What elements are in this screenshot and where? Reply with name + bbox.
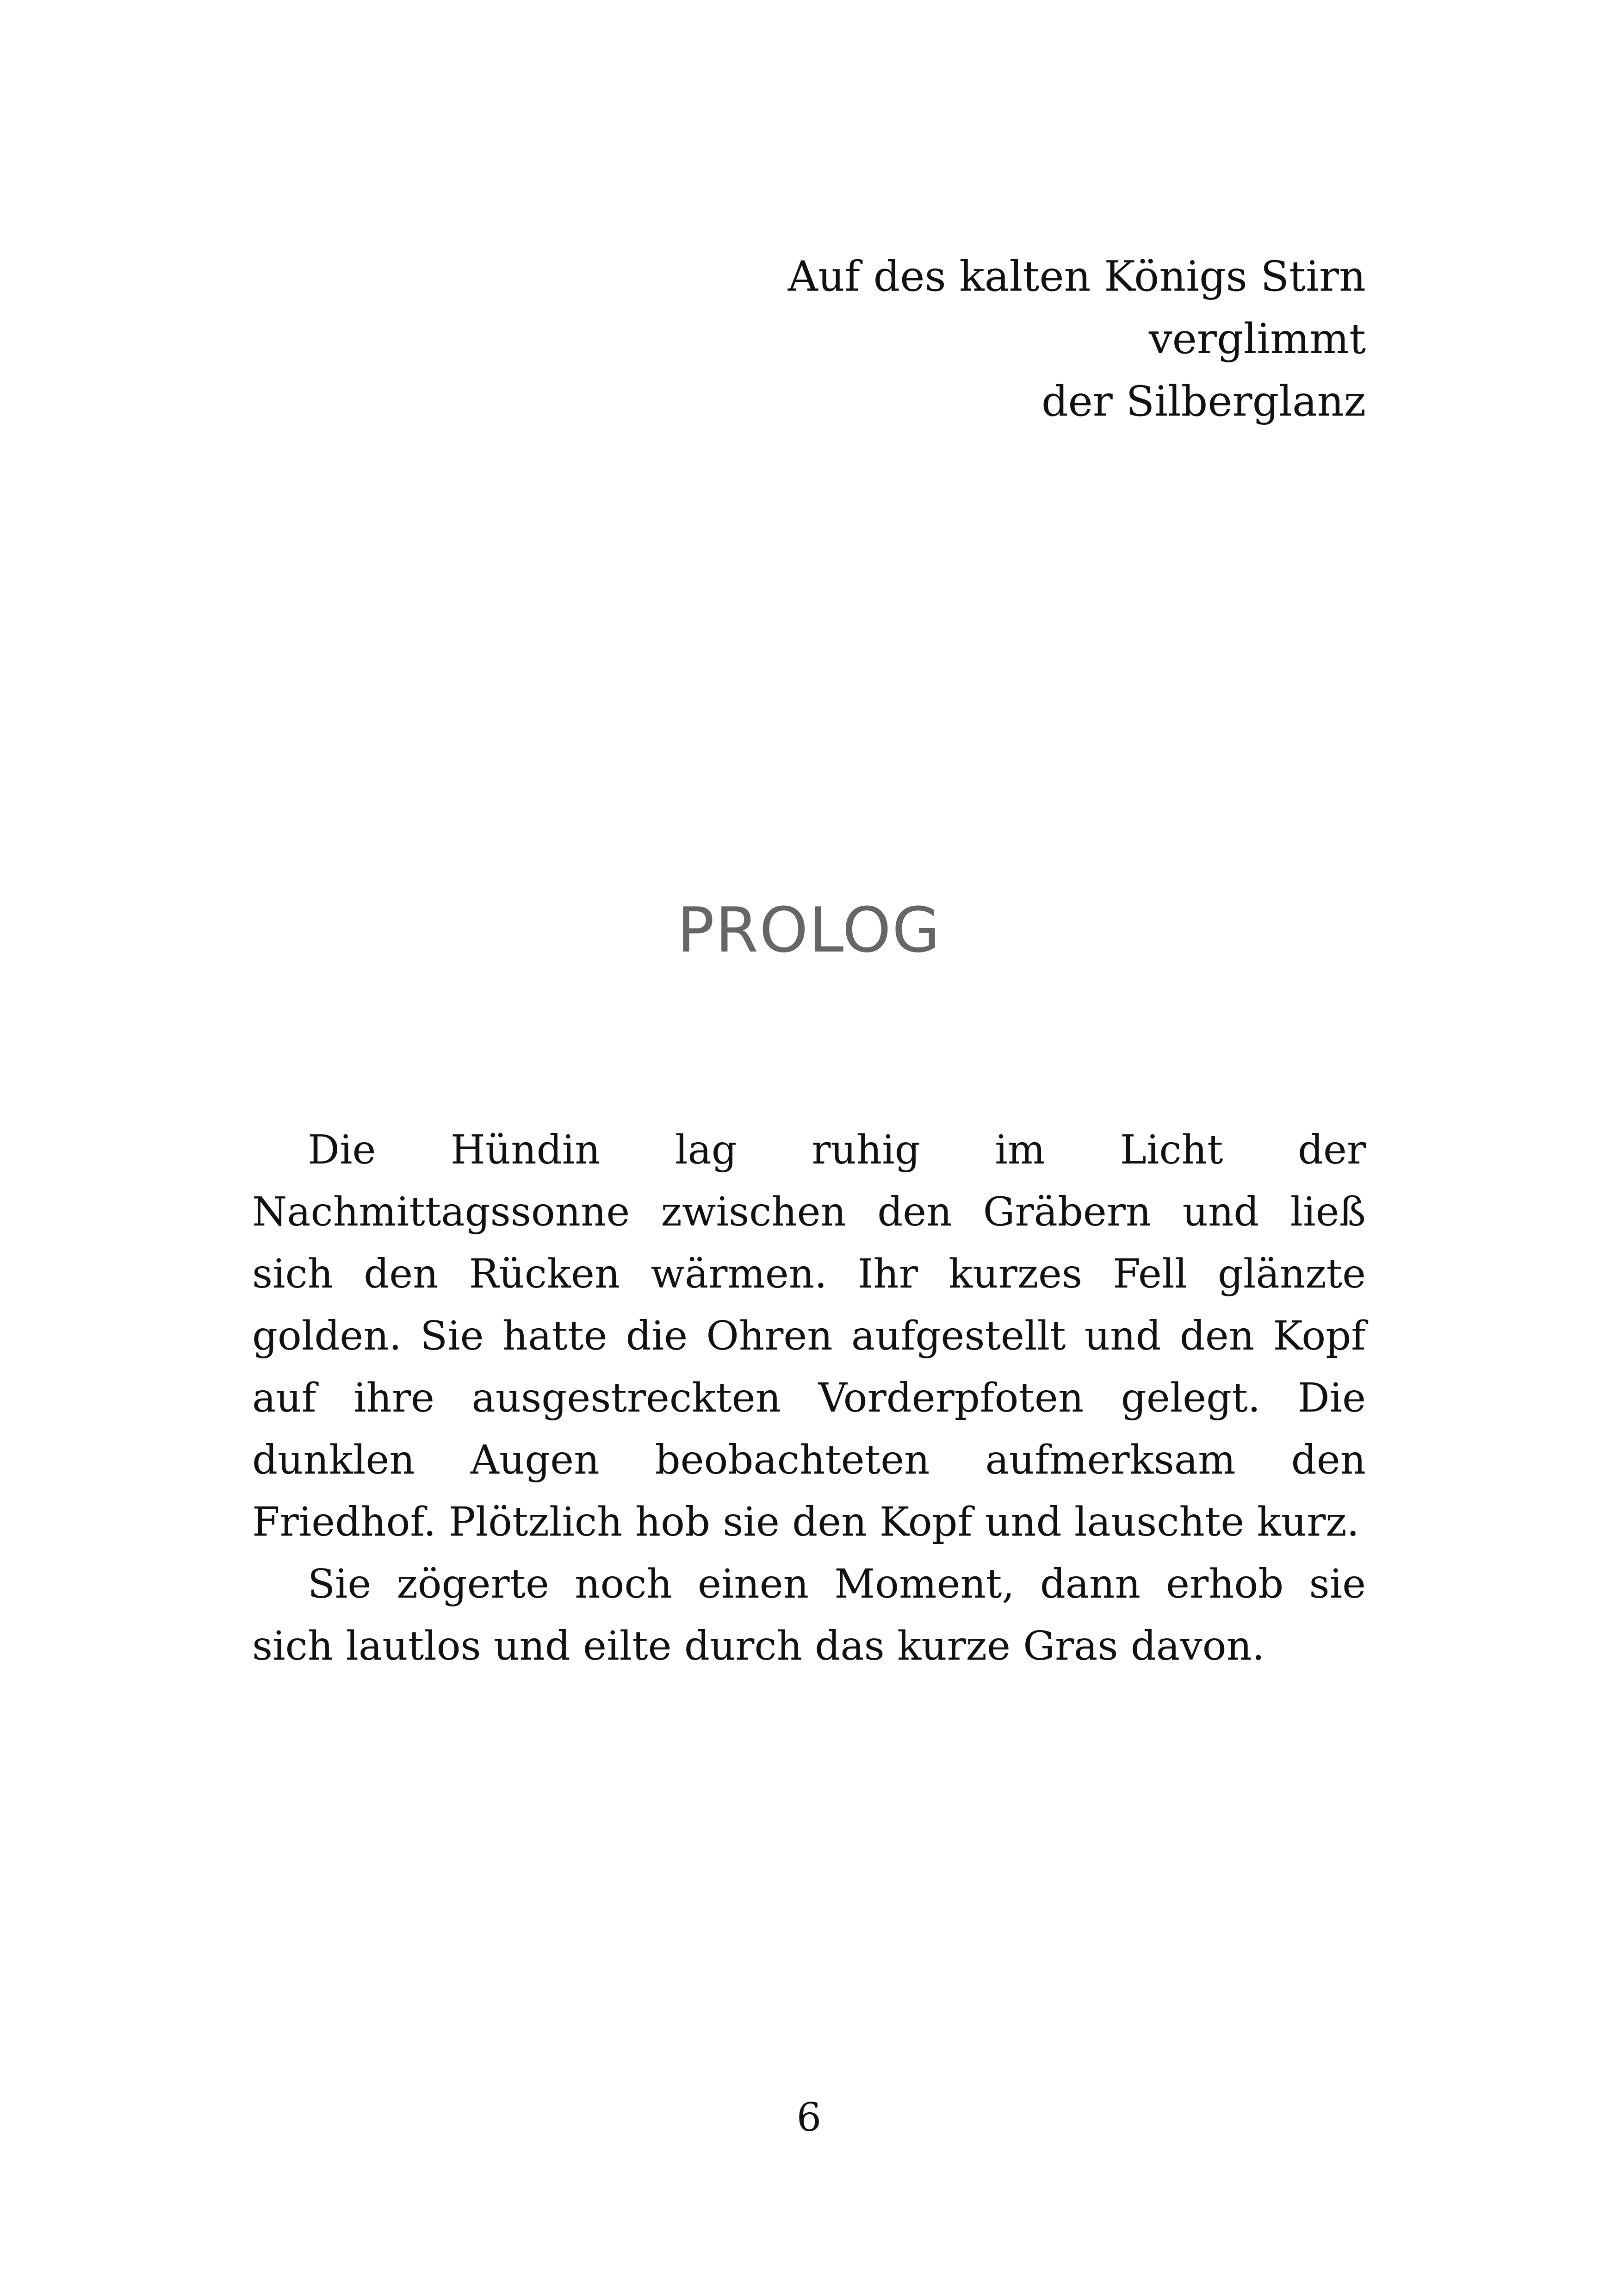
paragraph: Sie zögerte noch einen Moment, dann erhob sie sich lautlos und eilte durch das kurze Gras davon. [252,1561,1366,1669]
page-number: 6 [796,2095,822,2140]
paragraph: Die Hündin lag ruhig im Licht der Nachmittagssonne zwischen den Gräbern und ließ sich den Rücken wärmen. Ihr kurzes Fell glänzte golden. Sie hatte die Ohren aufgestellt und den Kopf auf ihre ausgestreckten Vorderpfoten gelegt. Die dunklen Augen beobachteten aufmerksam den Friedhof. Plötzlich hob sie den Kopf und lauschte kurz. [252,1127,1366,1545]
epigraph-line: der Silberglanz [1041,377,1366,426]
chapter-title: PROLOG [677,894,941,966]
epigraph-line: verglimmt [1148,315,1366,363]
epigraph-line: Auf des kalten Königs Stirn [787,252,1366,301]
chapter-body [252,1119,1366,1677]
epigraph [626,245,1366,433]
